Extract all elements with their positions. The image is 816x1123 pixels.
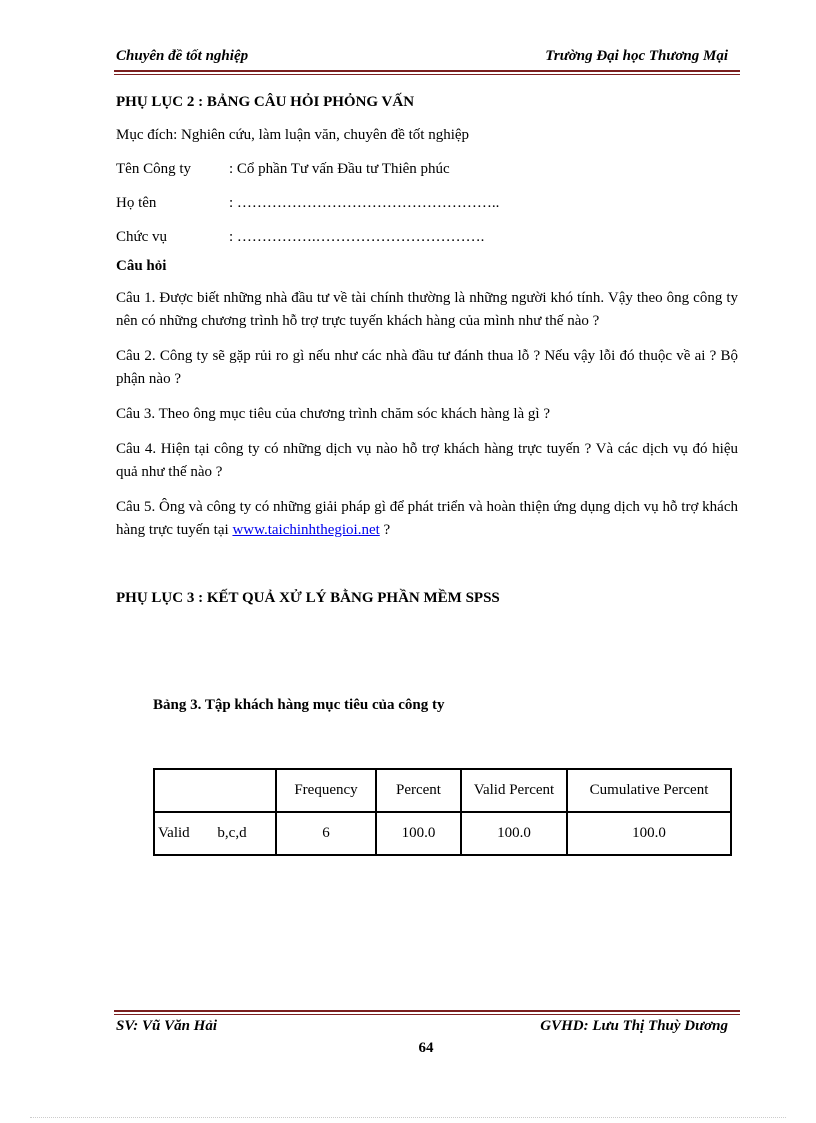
name-value: : …………………………………………….. xyxy=(229,195,500,211)
question-2: Câu 2. Công ty sẽ gặp rủi ro gì nếu như các nhà đầu tư đánh thua lỗ ? Nếu vậy lỗi đó thuộc về ai ? Bộ phận nào ? xyxy=(116,348,738,387)
row-label-valid: Valid xyxy=(158,825,190,841)
name-label: Họ tên xyxy=(116,195,157,211)
question-3: Câu 3. Theo ông mục tiêu của chương trình chăm sóc khách hàng là gì ? xyxy=(116,406,550,422)
page-footer xyxy=(116,1018,728,1038)
question-4: Câu 4. Hiện tại công ty có những dịch vụ nào hỗ trợ khách hàng trực tuyến ? Và các dịch vụ đó hiệu quả như thế nào ? xyxy=(116,441,738,480)
appendix2-title: PHỤ LỤC 2 : BẢNG CÂU HỎI PHỎNG VẤN xyxy=(116,94,415,110)
footer-left: SV: Vũ Văn Hải xyxy=(116,1018,218,1034)
cell-frequency: 6 xyxy=(276,812,376,855)
table-header-row xyxy=(154,769,731,812)
header-frequency: Frequency xyxy=(276,769,376,812)
company-value: : Cổ phần Tư vấn Đầu tư Thiên phúc xyxy=(229,161,450,177)
header-percent: Percent xyxy=(376,769,461,812)
footer-rule xyxy=(114,1010,740,1015)
header-left: Chuyên đề tốt nghiệp xyxy=(116,48,249,64)
table-row xyxy=(154,812,731,855)
row-label-values: b,c,d xyxy=(217,825,247,841)
purpose-text: Mục đích: Nghiên cứu, làm luận văn, chuyên đề tốt nghiệp xyxy=(116,127,470,143)
company-field xyxy=(116,158,738,181)
position-label: Chức vụ xyxy=(116,229,168,245)
header-rule xyxy=(114,70,740,75)
website-link[interactable]: www.taichinhthegioi.net xyxy=(232,522,380,538)
spss-table xyxy=(153,768,732,856)
page-header xyxy=(116,48,728,68)
header-valid-percent: Valid Percent xyxy=(461,769,567,812)
position-field xyxy=(116,226,738,249)
name-field xyxy=(116,192,738,215)
header-cumulative-percent: Cumulative Percent xyxy=(567,769,731,812)
position-value: : …………….……………………………. xyxy=(229,229,485,245)
header-cell-empty xyxy=(154,769,276,812)
page-edge-divider xyxy=(30,1117,786,1118)
row-label-cell xyxy=(154,812,276,855)
cell-cumulative-percent: 100.0 xyxy=(567,812,731,855)
question-5-text: Câu 5. Ông và công ty có những giải pháp gì để phát triển và hoàn thiện ứng dụng dịch vụ hỗ trợ khách hàng trực tuyến tại xyxy=(116,499,738,538)
page-number: 64 xyxy=(418,1040,434,1056)
page-content xyxy=(116,94,738,607)
cell-percent: 100.0 xyxy=(376,812,461,855)
questions-heading: Câu hỏi xyxy=(116,258,167,274)
question-5 xyxy=(116,496,738,542)
appendix3-title: PHỤ LỤC 3 : KẾT QUẢ XỬ LÝ BẰNG PHẦN MỀM SPSS xyxy=(116,590,500,606)
footer-right: GVHD: Lưu Thị Thuỳ Dương xyxy=(540,1018,728,1034)
header-right: Trường Đại học Thương Mại xyxy=(545,48,728,64)
question-5-end: ? xyxy=(383,522,391,538)
company-label: Tên Công ty xyxy=(116,161,191,177)
table-title: Bảng 3. Tập khách hàng mục tiêu của công ty xyxy=(153,697,445,713)
question-1: Câu 1. Được biết những nhà đầu tư về tài chính thường là những người khó tính. Vậy theo ông công ty nên có những chương trình hỗ trợ trực tuyến khách hàng của mình như thế nào ? xyxy=(116,290,738,329)
cell-valid-percent: 100.0 xyxy=(461,812,567,855)
